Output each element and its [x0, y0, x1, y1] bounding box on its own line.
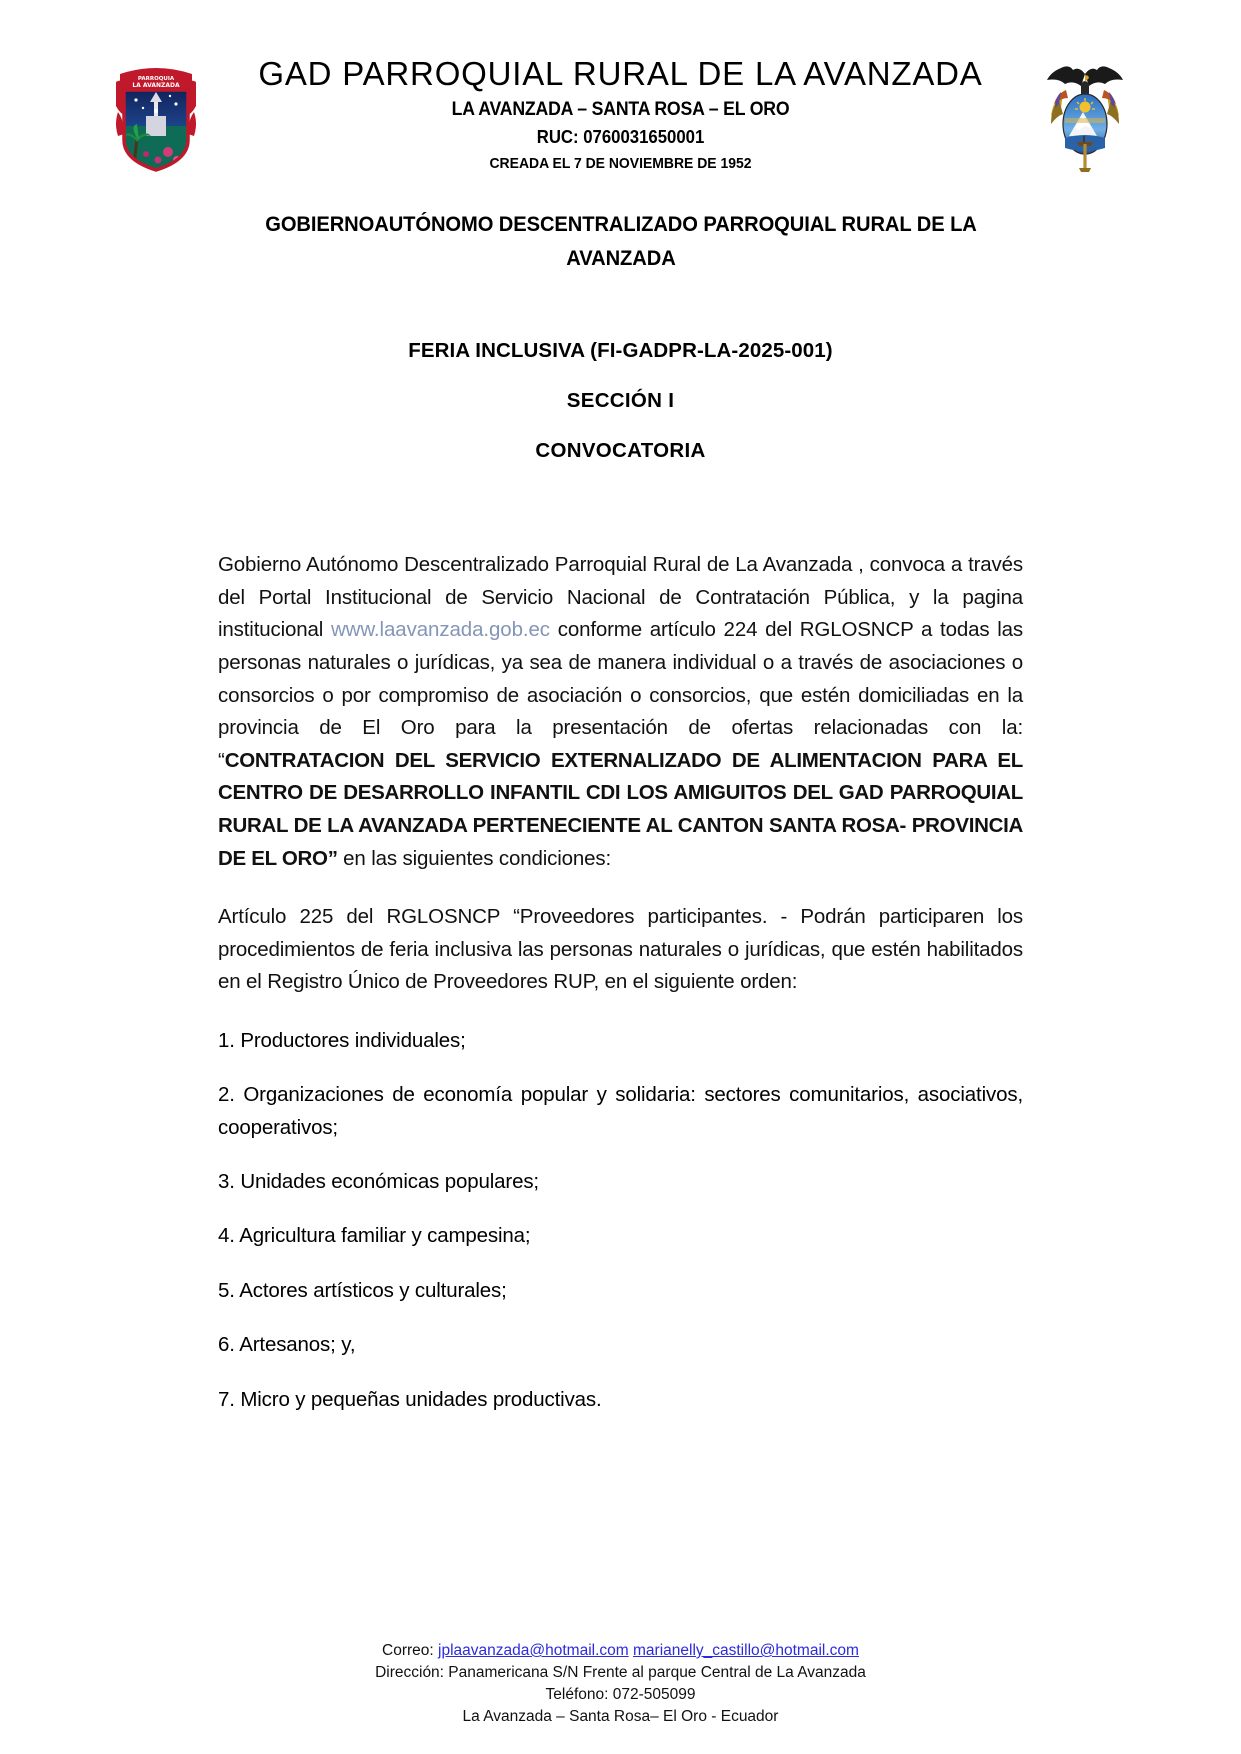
org-name: GAD PARROQUIAL RURAL DE LA AVANZADA	[258, 55, 983, 92]
ecuador-coat-of-arms-icon	[1039, 56, 1131, 174]
list-item: 3. Unidades económicas populares;	[218, 1170, 539, 1194]
la-avanzada-parish-shield-icon	[110, 56, 202, 174]
paragraph-convocatoria	[218, 549, 1023, 875]
svg-text:LA AVANZADA: LA AVANZADA	[132, 82, 180, 89]
list-item: 2. Organizaciones de economía popular y solidaria: sectores comunitarios, asociativos, cooperativos;	[218, 1083, 1023, 1139]
paragraph-articulo-225: Artículo 225 del RGLOSNCP “Proveedores participantes. - Podrán participaren los procedimientos de feria inclusiva las personas naturales o jurídicas, que estén habilitados en el Registro Único de Proveedores RUP, en el siguiente orden:	[218, 905, 1023, 994]
para1-text-a: Gobierno Autónomo Descentralizado Parroquial Rural de La Avanzada , convoca a través del Portal Institucional de Servicio Nacional de Contratación Pública, y la pagina institucional	[218, 553, 1023, 642]
footer-email-primary[interactable]: jplaavanzada@hotmail.com	[438, 1642, 629, 1659]
footer-location: La Avanzada – Santa Rosa– El Oro - Ecuador	[462, 1708, 779, 1725]
contract-object-bold: CONTRATACION DEL SERVICIO EXTERNALIZADO DE ALIMENTACION PARA EL CENTRO DE DESARROLLO INFANTIL CDI LOS AMIGUITOS DEL GAD PARROQUIAL RURAL DE LA AVANZADA PERTENECIENTE AL CANTON SANTA ROSA- PROVINCIA DE EL ORO”	[218, 748, 1023, 870]
footer-phone: Teléfono: 072-505099	[545, 1686, 696, 1703]
list-item: 7. Micro y pequeñas unidades productivas.	[218, 1387, 602, 1411]
org-location: LA AVANZADA – SANTA ROSA – EL ORO	[451, 98, 790, 120]
convocatoria-label: CONVOCATORIA	[535, 439, 706, 463]
list-item: 5. Actores artísticos y culturales;	[218, 1278, 507, 1302]
footer-email-secondary[interactable]: marianelly_castillo@hotmail.com	[633, 1642, 859, 1659]
letterhead	[0, 0, 1241, 174]
para1-text-b: conforme artículo 224 del RGLOSNCP a todas las personas naturales o jurídicas, ya sea de manera individual o a través de asociaciones o consorcios o por compromiso de asociación o consorcios, que estén domiciliadas en la provincia de El Oro para la presentación de ofertas relacionadas con la: “	[218, 618, 1023, 772]
org-founded: CREADA EL 7 DE NOVIEMBRE DE 1952	[489, 154, 752, 172]
org-ruc: RUC: 0760031650001	[536, 126, 705, 147]
document-body	[218, 463, 1023, 1416]
page-footer	[0, 1640, 1241, 1728]
letterhead-text	[202, 56, 1039, 172]
section-label: SECCIÓN I	[566, 389, 675, 413]
title-block	[211, 208, 1031, 463]
footer-address: Dirección: Panamericana S/N Frente al parque Central de La Avanzada	[375, 1664, 866, 1681]
footer-email-row	[0, 1640, 1241, 1662]
fair-code-title: FERIA INCLUSIVA (FI-GADPR-LA-2025-001)	[408, 339, 833, 363]
svg-text:PARROQUIA: PARROQUIA	[137, 76, 175, 82]
footer-email-label: Correo:	[382, 1642, 439, 1659]
list-item: 6. Artesanos; y,	[218, 1333, 356, 1357]
para1-text-c: en las siguientes condiciones:	[337, 846, 612, 870]
list-item: 1. Productores individuales;	[218, 1028, 466, 1052]
institutional-website-link[interactable]: www.laavanzada.gob.ec	[330, 618, 550, 642]
entity-title: GOBIERNOAUTÓNOMO DESCENTRALIZADO PARROQUIAL RURAL DE LA AVANZADA	[264, 213, 977, 270]
list-item: 4. Agricultura familiar y campesina;	[218, 1224, 531, 1248]
